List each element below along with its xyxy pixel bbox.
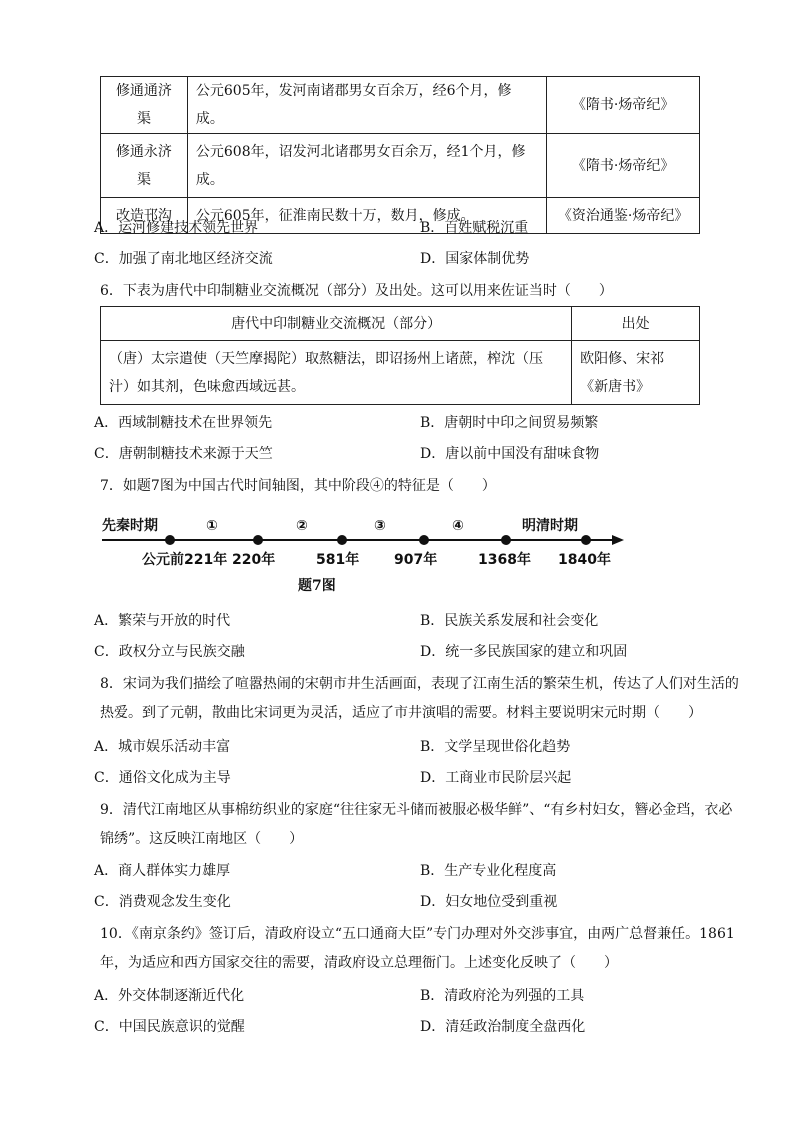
q8-option-d[interactable]: D．工商业市民阶层兴起 (420, 770, 572, 786)
timeline-point (253, 535, 263, 545)
q5-option-d[interactable]: D．国家体制优势 (420, 251, 530, 267)
table-cell: 修通通济渠 (101, 77, 188, 134)
timeline-point (501, 535, 511, 545)
timeline-period-label: ② (296, 518, 308, 534)
timeline-period-label: ④ (452, 518, 464, 534)
table-row (101, 341, 700, 405)
timeline-period-label: ① (206, 518, 218, 534)
table-row (101, 77, 700, 134)
table-cell: 《隋书·炀帝纪》 (547, 77, 700, 134)
table-cell: 公元608年，诏发河北诸郡男女百余万，经1个月，修成。 (187, 134, 546, 198)
q6-option-d[interactable]: D．唐以前中国没有甜味食物 (420, 446, 600, 462)
timeline-point (419, 535, 429, 545)
timeline-period-label: 先秦时期 (102, 518, 158, 534)
q9-option-b[interactable]: B．生产专业化程度高 (420, 863, 557, 879)
table-row (101, 307, 700, 341)
timeline-point-label: 581年 (316, 552, 360, 568)
q10-option-a[interactable]: A．外交体制逐渐近代化 (94, 988, 245, 1004)
timeline-period-label: ③ (374, 518, 386, 534)
q10-option-b[interactable]: B．清政府沦为列强的工具 (420, 988, 585, 1004)
q9-stem: 9．清代江南地区从事棉纺织业的家庭“往往家无斗储而被服必极华鲜”、“有乡村妇女，簪必金珰，衣必锦绣”。这反映江南地区（ ） (100, 802, 733, 847)
timeline-point-label: 公元前221年 (142, 552, 228, 568)
q5-option-a[interactable]: A．运河修建技术领先世界 (94, 220, 259, 236)
q5-option-c[interactable]: C．加强了南北地区经济交流 (94, 251, 273, 267)
q7-stem: 7．如题7图为中国古代时间轴图，其中阶段④的特征是（ ） (100, 478, 496, 494)
q5-table (100, 76, 700, 234)
q6-option-c[interactable]: C．唐朝制糖技术来源于天竺 (94, 446, 273, 462)
table-cell: （唐）太宗遣使（天竺摩揭陀）取熬糖法，即诏扬州上诸蔗，榨沈（压汁）如其剂，色味愈西域远甚。 (101, 341, 572, 405)
table-cell: 《资治通鉴·炀帝纪》 (547, 198, 700, 234)
table-cell: 欧阳修、宋祁《新唐书》 (572, 341, 700, 405)
figure-caption: 题7图 (298, 578, 336, 594)
q6-table (100, 306, 700, 405)
q10-stem: 10．《南京条约》签订后，清政府设立“五口通商大臣”专门办理对外交涉事宜，由两广总督兼任。1861年，为适应和西方国家交往的需要，清政府设立总理衙门。上述变化反映了（ ） (100, 926, 735, 971)
timeline-point (165, 535, 175, 545)
timeline-point-label: 220年 (232, 552, 276, 568)
timeline-point (337, 535, 347, 545)
table-cell: 《隋书·炀帝纪》 (547, 134, 700, 198)
timeline-figure (96, 512, 626, 572)
q8-option-a[interactable]: A．城市娱乐活动丰富 (94, 739, 231, 755)
q7-option-b[interactable]: B．民族关系发展和社会变化 (420, 613, 599, 629)
timeline-point-label: 907年 (394, 552, 438, 568)
table-header: 出处 (572, 307, 700, 341)
table-row (101, 134, 700, 198)
q10-option-d[interactable]: D．清廷政治制度全盘西化 (420, 1019, 586, 1035)
q7-option-c[interactable]: C．政权分立与民族交融 (94, 644, 245, 660)
table-header: 唐代中印制糖业交流概况（部分） (101, 307, 572, 341)
q9-option-a[interactable]: A．商人群体实力雄厚 (94, 863, 231, 879)
timeline-period-label: 明清时期 (522, 518, 578, 534)
timeline-point-label: 1368年 (478, 552, 531, 568)
timeline-point-label: 1840年 (558, 552, 611, 568)
q6-option-b[interactable]: B．唐朝时中印之间贸易频繁 (420, 415, 599, 431)
q8-option-b[interactable]: B．文学呈现世俗化趋势 (420, 739, 571, 755)
q5-option-b[interactable]: B．百姓赋税沉重 (420, 220, 529, 236)
q6-option-a[interactable]: A．西域制糖技术在世界领先 (94, 415, 273, 431)
q7-option-a[interactable]: A．繁荣与开放的时代 (94, 613, 231, 629)
q8-option-c[interactable]: C．通俗文化成为主导 (94, 770, 231, 786)
q6-stem: 6．下表为唐代中印制糖业交流概况（部分）及出处。这可以用来佐证当时（ ） (100, 283, 613, 299)
table-cell: 公元605年，征淮南民数十万，数月，修成。 (187, 198, 546, 234)
timeline-arrow (612, 535, 624, 545)
table-cell: 修通永济渠 (101, 134, 188, 198)
table-cell: 公元605年，发河南诸郡男女百余万，经6个月，修成。 (187, 77, 546, 134)
q8-stem: 8．宋词为我们描绘了喧嚣热闹的宋朝市井生活画面，表现了江南生活的繁荣生机，传达了人们对生活的热爱。到了元朝，散曲比宋词更为灵活，适应了市井演唱的需要。材料主要说明宋元时期（ ） (100, 676, 739, 721)
q9-option-c[interactable]: C．消费观念发生变化 (94, 894, 231, 910)
q7-option-d[interactable]: D．统一多民族国家的建立和巩固 (420, 644, 628, 660)
q10-option-c[interactable]: C．中国民族意识的觉醒 (94, 1019, 245, 1035)
q9-option-d[interactable]: D．妇女地位受到重视 (420, 894, 558, 910)
table-cell: 改造邗沟 (101, 198, 188, 234)
timeline-point (581, 535, 591, 545)
